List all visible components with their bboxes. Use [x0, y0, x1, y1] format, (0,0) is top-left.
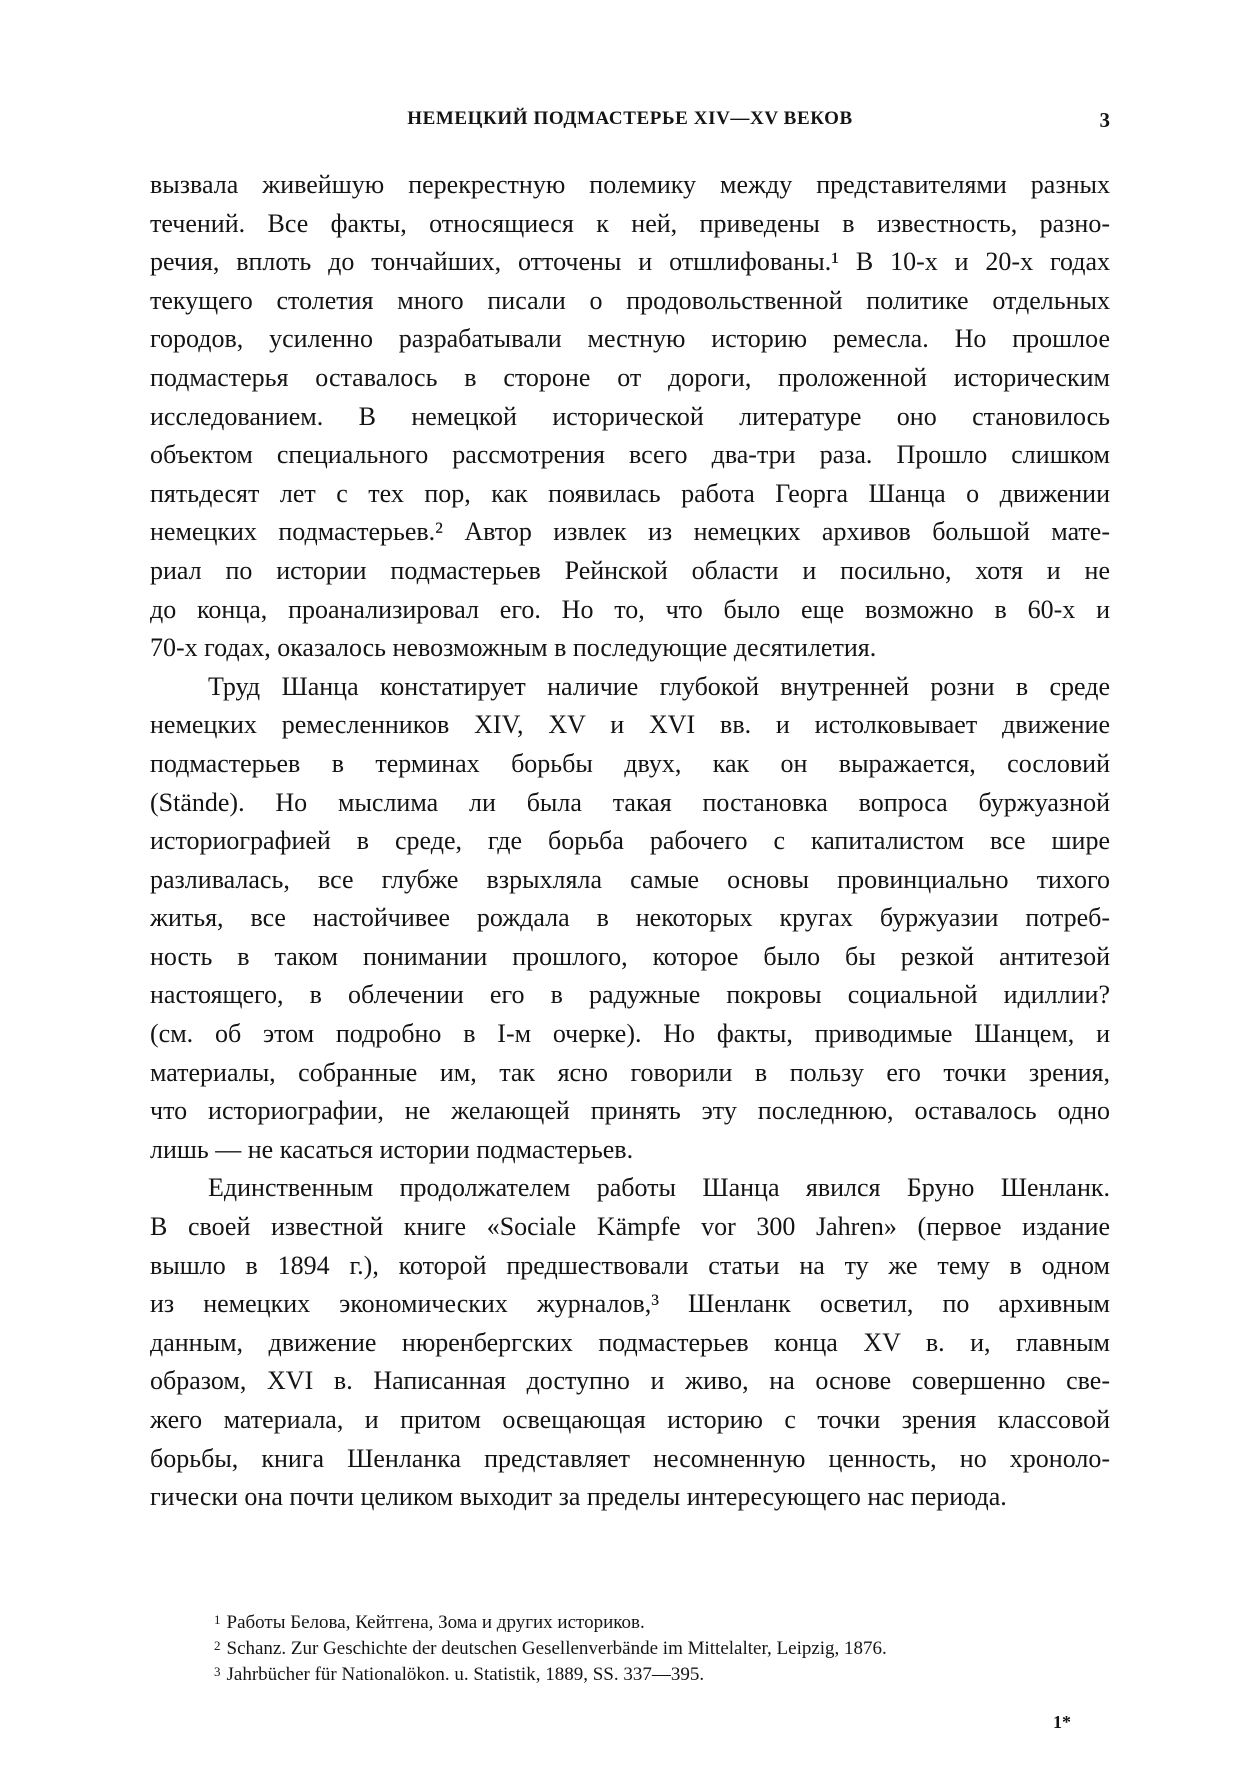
text-line: гически она почти целиком выходит за пределы интересующего нас периода. [150, 1482, 1007, 1512]
footnote-text: Schanz. Zur Geschichte der deutschen Gesellenverbände im Mittelalter, Leipzig, 1876. [226, 1638, 887, 1659]
text-line: жего материала, и притом освещающая историю с точки зрения классовой [150, 1405, 1110, 1434]
footnote-mark: 3 [214, 1664, 221, 1679]
text-line: немецких подмастерьев.² Автор извлек из немецких архивов большой мате- [150, 517, 1110, 547]
page-number: 3 [1099, 108, 1110, 132]
text-line: из немецких экономических журналов,³ Шенланк осветил, по архивным [150, 1289, 1110, 1319]
text-line: 70-х годах, оказалось невозможным в последующие десятилетия. [150, 633, 877, 663]
text-line: ность в таком понимании прошлого, которое было бы резкой антитезой [150, 941, 1110, 971]
footnote-2 [214, 1633, 1114, 1659]
text-line: до конца, проанализировал его. Но то, что было еще возможно в 60-х и [150, 594, 1110, 624]
running-title: НЕМЕЦКИЙ ПОДМАСТЕРЬЕ XIV—XV ВЕКОВ [407, 108, 853, 129]
text-line: (см. об этом подробно в I-м очерке). Но факты, приводимые Шанцем, и [150, 1019, 1110, 1049]
text-line: течений. Все факты, относящиеся к ней, приведены в известность, разно- [150, 208, 1110, 238]
text-line: житья, все настойчивее рождала в некоторых кругах буржуазии потреб- [150, 903, 1110, 933]
text-line: данным, движение нюренбергских подмастерьев конца XV в. и, главным [150, 1327, 1110, 1357]
footnote-mark: 2 [214, 1638, 221, 1653]
paragraph-3 [150, 1169, 1110, 1516]
text-line: Труд Шанца констатирует наличие глубокой внутренней розни в среде [208, 671, 1110, 701]
text-line: историографией в среде, где борьба рабочего с капиталистом все шире [150, 826, 1110, 856]
text-line: что историографии, не желающей принять эту последнюю, оставалось одно [150, 1096, 1110, 1126]
text-line: пятьдесят лет с тех пор, как появилась работа Георга Шанца о движении [150, 478, 1110, 508]
text-line: исследованием. В немецкой исторической литературе оно становилось [150, 401, 1110, 431]
text-line: разливалась, все глубже взрыхляла самые основы провинциально тихого [150, 864, 1110, 894]
text-line: Единственным продолжателем работы Шанца явился Бруно Шенланк. [208, 1173, 1110, 1203]
footnote-mark: 1 [214, 1612, 221, 1627]
text-line: вызвала живейшую перекрестную полемику между представителями разных [150, 170, 1110, 199]
text-line: борьбы, книга Шенланка представляет несомненную ценность, но хроноло- [150, 1443, 1110, 1473]
text-line: В своей известной книге «Sociale Kämpfe vor 300 Jahren» (первое издание [150, 1212, 1110, 1242]
text-line: лишь — не касаться истории подмастерьев. [150, 1134, 634, 1164]
text-line: образом, XVI в. Написанная доступно и живо, на основе совершенно све- [150, 1366, 1110, 1396]
footnote-3 [214, 1659, 1114, 1685]
paragraph-2 [150, 668, 1110, 1170]
printer-signature-mark: 1* [1053, 1712, 1071, 1732]
body-text [150, 166, 1110, 1517]
footnotes [214, 1607, 1114, 1685]
text-line: речия, вплоть до тончайших, отточены и отшлифованы.¹ В 10-х и 20-х годах [150, 247, 1110, 277]
text-line: материалы, собранные им, так ясно говорили в пользу его точки зрения, [150, 1057, 1110, 1087]
text-line: городов, усиленно разрабатывали местную историю ремесла. Но прошлое [150, 324, 1110, 354]
text-line: объектом специального рассмотрения всего два-три раза. Прошло слишком [150, 440, 1110, 470]
text-line: подмастерья оставалось в стороне от дороги, проложенной историческим [150, 362, 1110, 392]
text-line: вышло в 1894 г.), которой предшествовали статьи на ту же тему в одном [150, 1250, 1110, 1280]
footnote-1 [214, 1607, 1114, 1633]
text-line: текущего столетия много писали о продовольственной политике отдельных [150, 285, 1110, 315]
text-line: немецких ремесленников XIV, XV и XVI вв. и истолковывает движение [150, 710, 1110, 740]
text-line: (Stände). Но мыслима ли была такая постановка вопроса буржуазной [150, 787, 1110, 817]
running-head [150, 108, 1110, 138]
text-line: риал по истории подмастерьев Рейнской области и посильно, хотя и не [150, 555, 1110, 585]
footnote-text: Jahrbücher für Nationalökon. u. Statistik, 1889, SS. 337—395. [226, 1664, 705, 1685]
text-line: подмастерьев в терминах борьбы двух, как он выражается, сословий [150, 748, 1110, 778]
text-line: настоящего, в облечении его в радужные покровы социальной идиллии? [150, 980, 1110, 1010]
footnote-text: Работы Белова, Кейтгена, Зома и других историков. [226, 1612, 645, 1633]
paragraph-1 [150, 166, 1110, 668]
